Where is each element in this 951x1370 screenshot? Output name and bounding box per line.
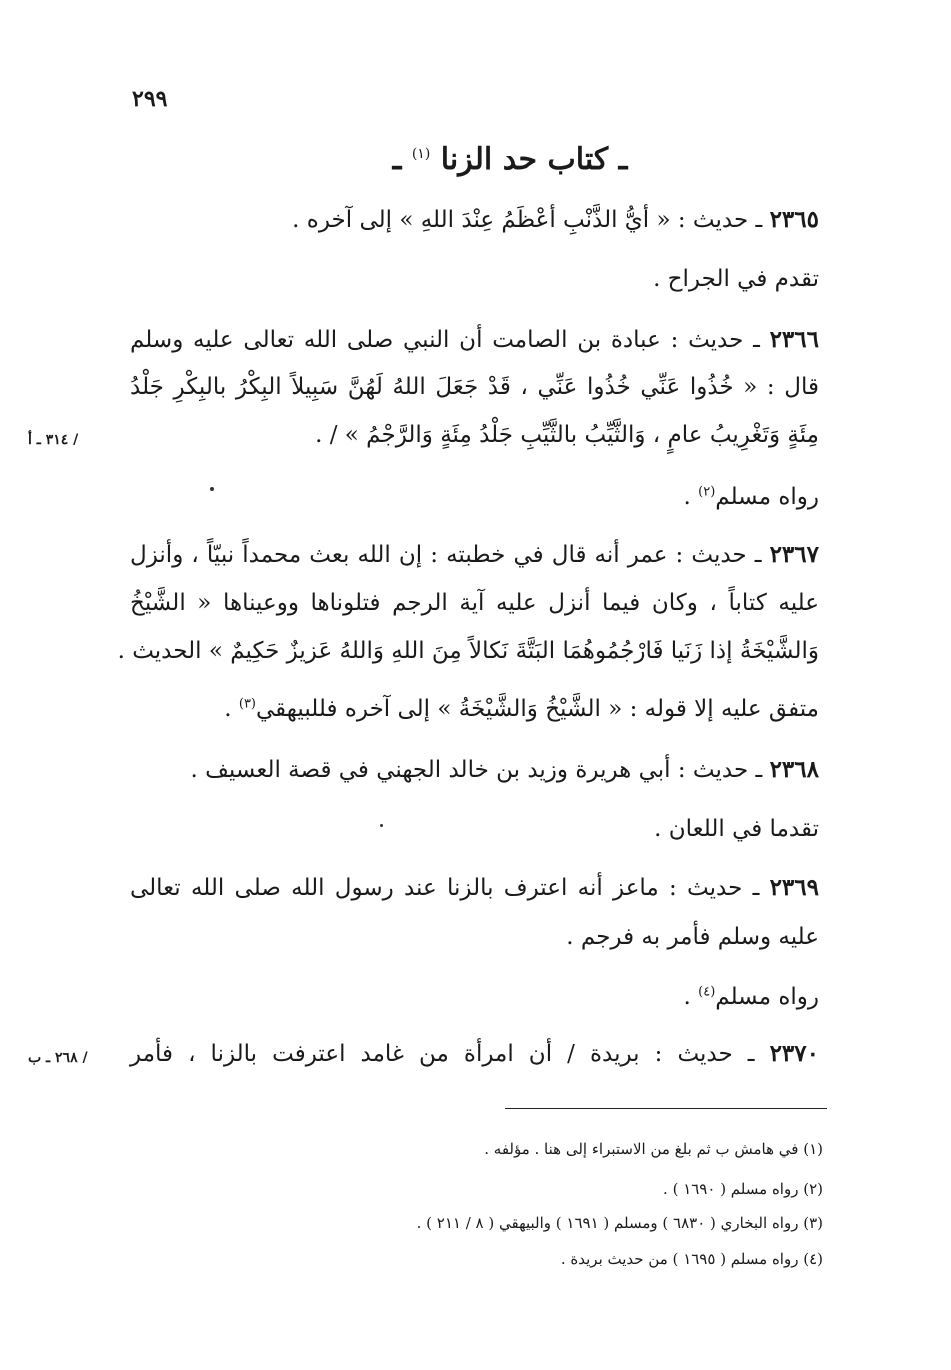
source-text: رواه مسلم <box>715 984 819 1010</box>
hadith-text: عليه وسلم فأمر به فرجم . <box>566 924 819 950</box>
hadith-2368-line-1 <box>190 756 819 785</box>
source-punct: . <box>683 484 699 510</box>
hadith-number: ٢٣٦٩ <box>769 874 819 901</box>
source-punct: . <box>224 696 239 722</box>
source-punct: . <box>683 984 699 1010</box>
chapter-footnote-ref: (١) <box>411 146 431 162</box>
hadith-2369-line-2 <box>566 924 819 952</box>
source-text: متفق عليه إلا قوله : « الشَّيْخُ وَالشَّيْخَةُ » إلى آخره فللبيهقي <box>256 696 819 722</box>
footnote-divider <box>505 1108 827 1109</box>
note-text: تقدم في الجراح . <box>653 266 819 292</box>
footnote-1: (١) في هامش ب ثم بلغ من الاستبراء إلى هنا . مؤلفه . <box>484 1140 823 1158</box>
note-text: تقدما في اللعان . <box>654 816 819 842</box>
hadith-text: ـ حديث : عمر أنه قال في خطبته : إن الله بعث محمداً نبيّاً ، وأنزل <box>130 542 770 568</box>
paper-speck <box>380 824 383 827</box>
hadith-text: ـ حديث : بريدة / أن امرأة من غامد اعترفت بالزنا ، فأمر <box>130 1041 770 1067</box>
hadith-text: ـ حديث : « أيُّ الذَّنْبِ أعْظَمُ عِنْدَ اللهِ » إلى آخره . <box>292 207 770 233</box>
hadith-2365-note <box>653 266 819 294</box>
hadith-text: مِئَةٍ وَتَغْرِيبُ عامٍ ، وَالثَّيِّبُ بالثَّيِّبِ جَلْدُ مِئَةٍ وَالرَّجْمُ » / . <box>315 422 819 448</box>
chapter-title-suffix: ـ <box>392 142 402 177</box>
hadith-2366-line-3 <box>315 422 819 450</box>
page-number: ٢٩٩ <box>132 86 168 112</box>
hadith-number: ٢٣٦٥ <box>769 206 819 233</box>
footnote-3: (٣) رواه البخاري ( ٦٨٣٠ ) ومسلم ( ١٦٩١ ) والبيهقي ( ٨ / ٢١١ ) . <box>416 1214 823 1232</box>
footnote-ref: (٣) <box>238 696 256 712</box>
margin-note-folio: / ٢٦٨ ـ ب <box>28 1050 88 1066</box>
hadith-number: ٢٣٦٧ <box>769 541 819 568</box>
chapter-title-text: ـ كتاب حد الزنا <box>440 142 628 177</box>
hadith-number: ٢٣٦٨ <box>769 756 819 783</box>
hadith-text: وَالشَّيْخَةُ إذا زَنَيا فَارْجُمُوهُمَا البَتَّةَ نَكالاً مِنَ اللهِ وَاللهُ عَزيزٌ حَكِيمٌ » الحديث . <box>117 638 819 664</box>
footnote-4: (٤) رواه مسلم ( ١٦٩٥ ) من حديث بريدة . <box>560 1250 823 1268</box>
hadith-2369-line-1 <box>130 874 819 903</box>
hadith-number: ٢٣٧٠ <box>769 1040 819 1067</box>
hadith-2366-source <box>684 484 820 512</box>
hadith-2366-line-2 <box>130 374 819 402</box>
hadith-2367-source <box>224 696 819 724</box>
hadith-2367-line-2 <box>130 590 819 618</box>
hadith-text: ـ حديث : أبي هريرة وزيد بن خالد الجهني في قصة العسيف . <box>190 757 770 783</box>
hadith-number: ٢٣٦٦ <box>769 326 819 353</box>
hadith-2367-line-3 <box>118 638 819 666</box>
margin-note-folio: / ٣١٤ ـ أ <box>28 432 79 448</box>
hadith-text: قال : « خُذُوا عَنِّي خُذُوا عَنِّي ، قَدْ جَعَلَ اللهُ لَهُنَّ سَبِيلاً البِكْرُ بالبِكْرِ جَلْدُ <box>130 374 819 400</box>
hadith-2366-line-1 <box>130 326 819 355</box>
paper-speck <box>210 487 214 491</box>
hadith-2365-line-1 <box>292 206 819 235</box>
hadith-2369-source <box>684 984 820 1012</box>
hadith-text: ـ حديث : عبادة بن الصامت أن النبي صلى الله تعالى عليه وسلم <box>130 327 770 353</box>
chapter-title <box>300 142 720 177</box>
footnote-ref: (٤) <box>698 984 716 1000</box>
footnote-ref: (٢) <box>698 484 716 500</box>
hadith-2367-line-1 <box>130 541 819 570</box>
hadith-2370-line-1 <box>130 1040 819 1069</box>
hadith-text: عليه كتاباً ، وكان فيما أنزل عليه آية الرجم فتلوناها ووعيناها « الشَّيْخُ <box>130 590 819 616</box>
footnote-2: (٢) رواه مسلم ( ١٦٩٠ ) . <box>663 1180 823 1198</box>
hadith-2368-note <box>654 816 819 844</box>
hadith-text: ـ حديث : ماعز أنه اعترف بالزنا عند رسول الله صلى الله تعالى <box>130 875 770 901</box>
source-text: رواه مسلم <box>715 484 819 510</box>
